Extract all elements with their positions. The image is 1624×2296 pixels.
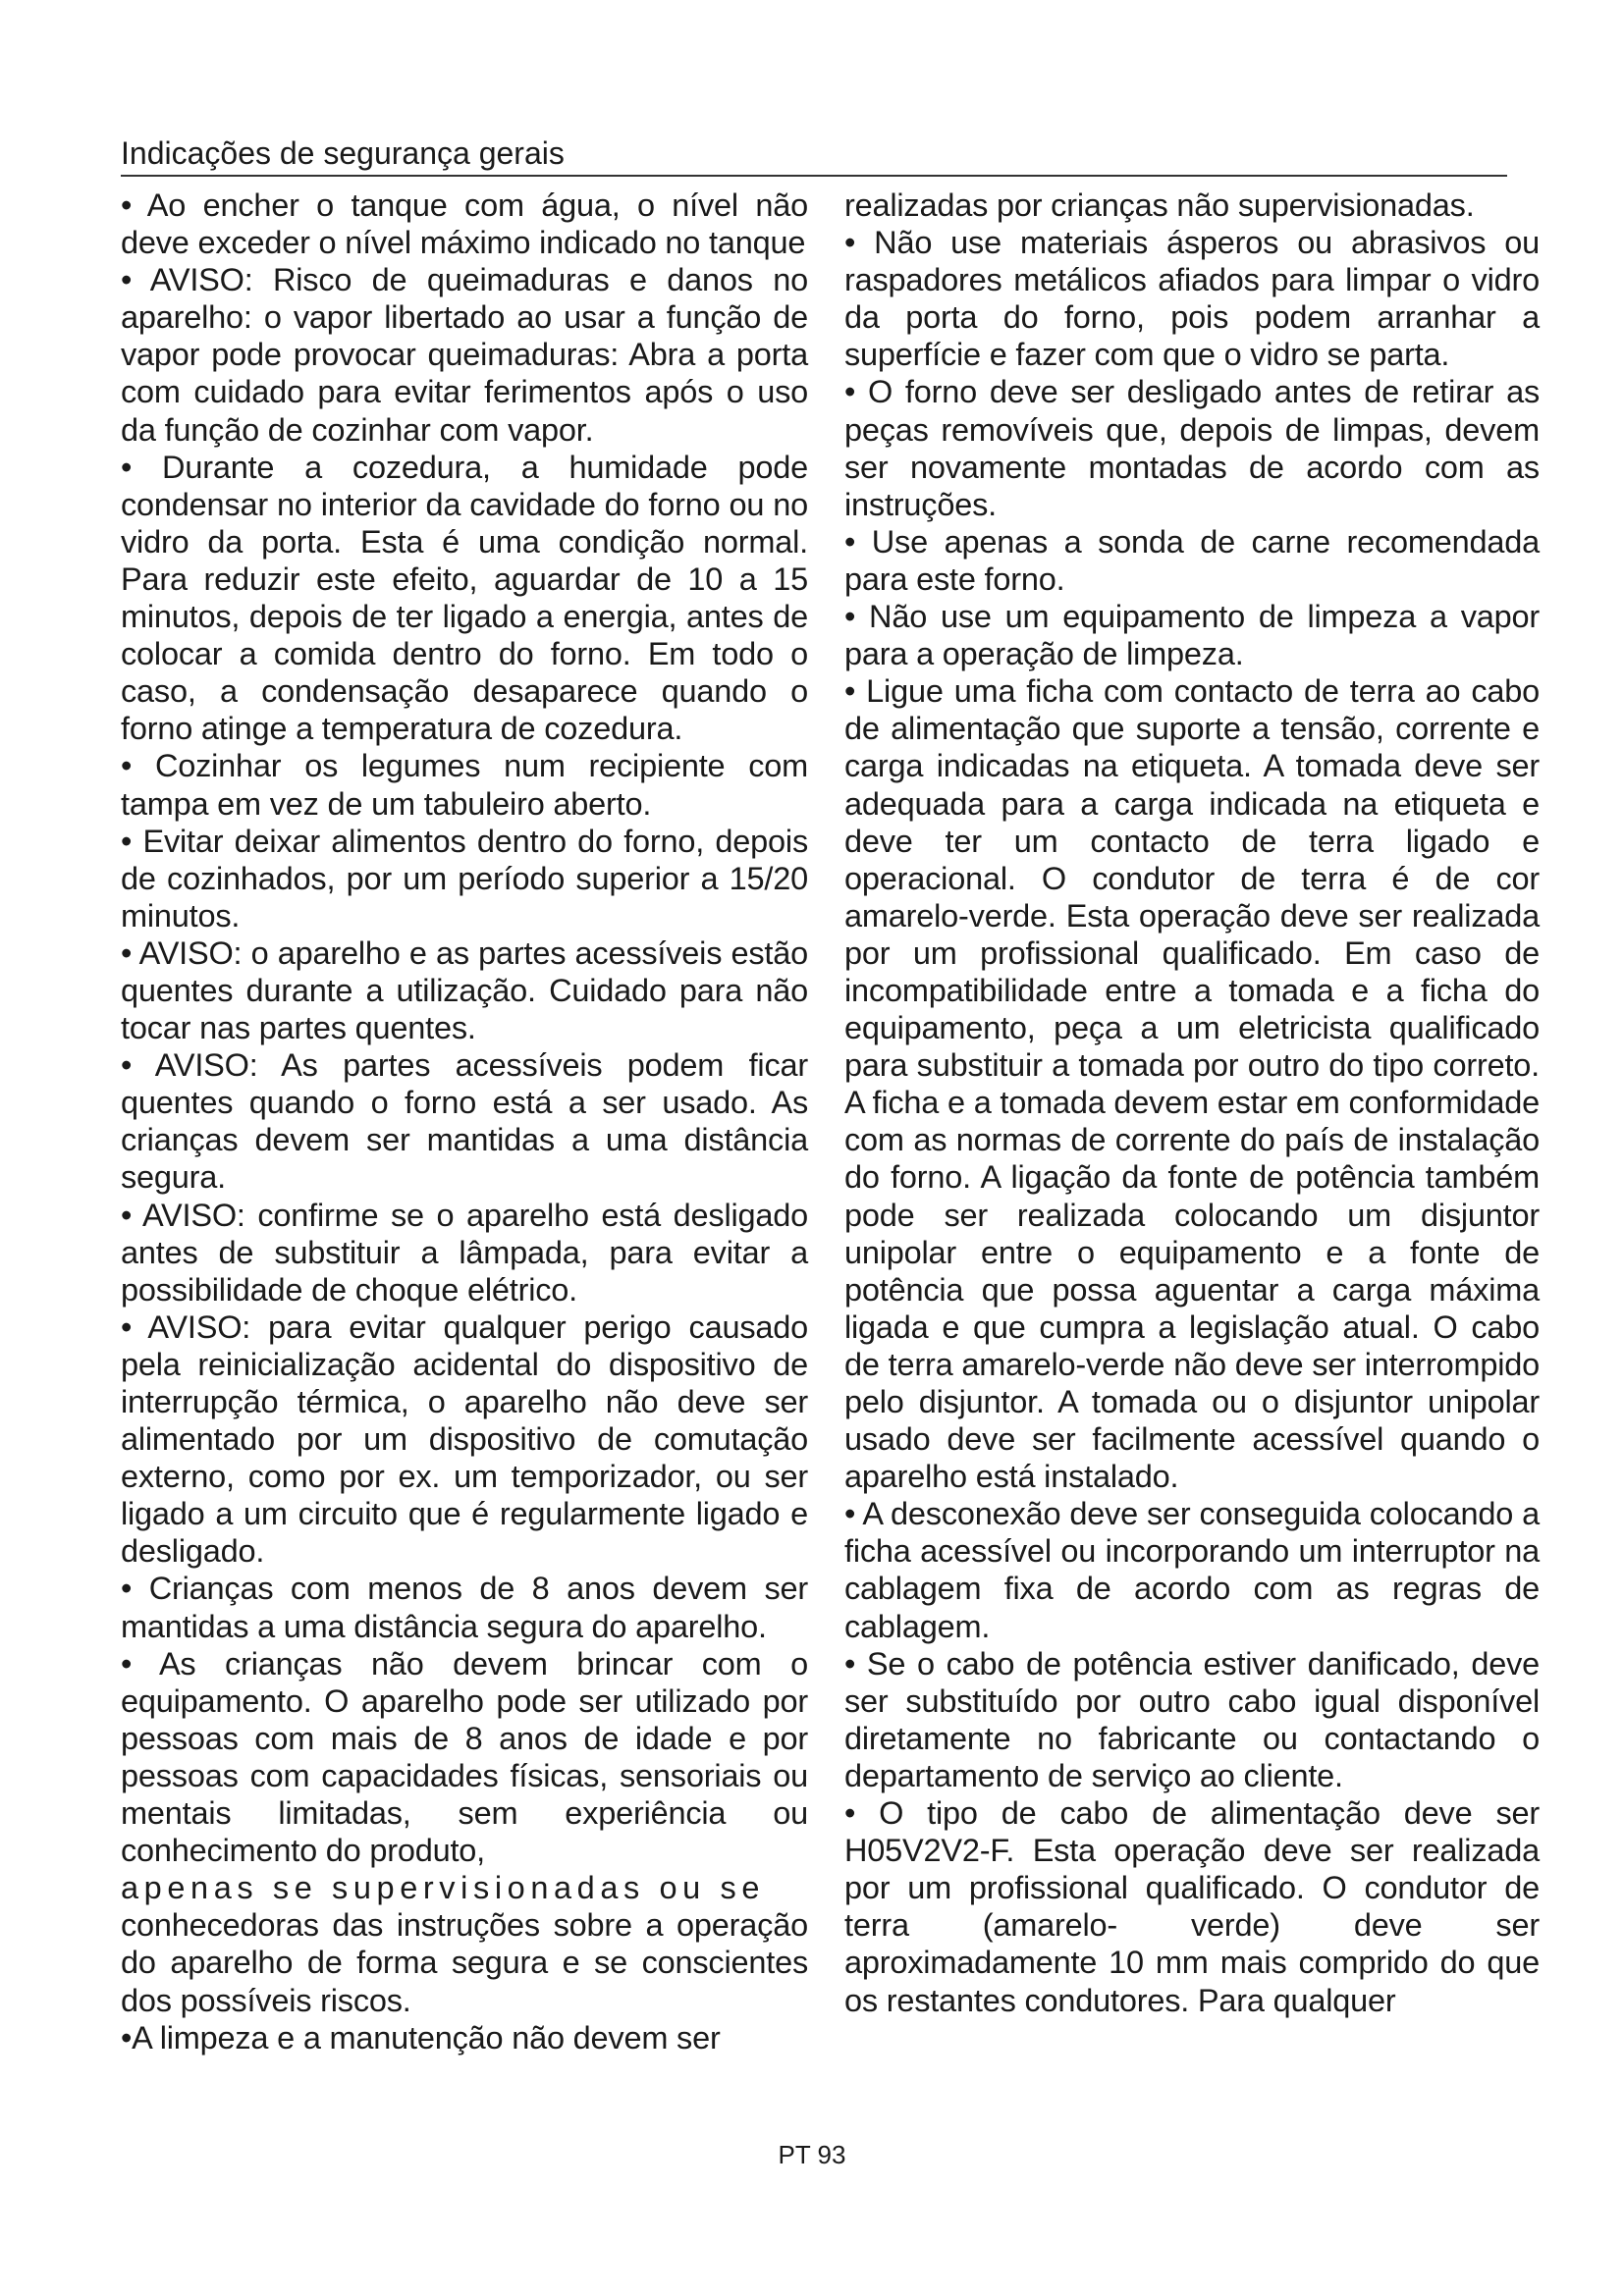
paragraph: • AVISO: Risco de queimaduras e danos no aparelho: o vapor libertado ao usar a função de vapor pode provocar queimaduras: Abra a porta com cuidado para evitar ferimentos após o uso da função de cozinhar com vapor.	[121, 262, 808, 448]
paragraph: • Use apenas a sonda de carne recomendada para este forno.	[844, 523, 1540, 597]
paragraph: • Evitar deixar alimentos dentro do forno, depois de cozinhados, por um período superior a 15/20 minutos.	[121, 823, 808, 934]
paragraph-line: apenas se supervisionadas ou se	[121, 1870, 766, 1906]
paragraph: • As crianças não devem brincar com o equipamento. O aparelho pode ser utilizado por pessoas com mais de 8 anos de idade e por pessoas com capacidades físicas, sensoriais ou mentais limitadas, sem experiência ou conhecimento do produto,	[121, 1645, 808, 1869]
paragraph: • Ao encher o tanque com água, o nível não deve exceder o nível máximo indicado no tanque	[121, 187, 808, 261]
paragraph: • Crianças com menos de 8 anos devem ser mantidas a uma distância segura do aparelho.	[121, 1571, 808, 1644]
paragraph: • O forno deve ser desligado antes de retirar as peças removíveis que, depois de limpas, devem ser novamente montadas de acordo com as instruções.	[844, 374, 1540, 522]
left-column	[121, 187, 808, 2056]
paragraph: • Cozinhar os legumes num recipiente com tampa em vez de um tabuleiro aberto.	[121, 748, 808, 822]
paragraph: • Não use materiais ásperos ou abrasivos ou raspadores metálicos afiados para limpar o vidro da porta do forno, pois podem arranhar a superfície e fazer com que o vidro se parta.	[844, 225, 1540, 373]
section-title: Indicações de segurança gerais	[121, 135, 1507, 177]
page-number: PT 93	[778, 2140, 846, 2169]
paragraph: conhecedoras das instruções sobre a operação do aparelho de forma segura e se conscientes dos possíveis riscos.	[121, 1907, 808, 2018]
paragraph: • AVISO: o aparelho e as partes acessíveis estão quentes durante a utilização. Cuidado para não tocar nas partes quentes.	[121, 934, 808, 1046]
paragraph: realizadas por crianças não supervisionadas.	[844, 187, 1475, 223]
paragraph: • Durante a cozedura, a humidade pode condensar no interior da cavidade do forno ou no vidro da porta. Esta é uma condição normal. Para reduzir este efeito, aguardar de 10 a 15 minutos, depois de ter ligado a energia, antes de colocar a comida dentro do forno. Em todo o caso, a condensação desaparece quando o forno atinge a temperatura de cozedura.	[121, 449, 808, 747]
paragraph: • AVISO: confirme se o aparelho está desligado antes de substituir a lâmpada, para evitar a possibilidade de choque elétrico.	[121, 1197, 808, 1308]
right-column	[844, 187, 1540, 2019]
paragraph: • Se o cabo de potência estiver danificado, deve ser substituído por outro cabo igual disponível diretamente no fabricante ou contactando o departamento de serviço ao cliente.	[844, 1645, 1540, 1793]
paragraph: • Ligue uma ficha com contacto de terra ao cabo de alimentação que suporte a tensão, corrente e carga indicadas na etiqueta. A tomada deve ser adequada para a carga indicada na etiqueta e deve ter um contacto de terra ligado e operacional. O condutor de terra é de cor amarelo-verde. Esta operação deve ser realizada por um profissional qualificado. Em caso de incompatibilidade entre a tomada e a ficha do equipamento, peça a um eletricista qualificado para substituir a tomada por outro do tipo correto. A ficha e a tomada devem estar em conformidade com as normas de corrente do país de instalação do forno. A ligação da fonte de potência também pode ser realizada colocando um disjuntor unipolar entre o equipamento e a fonte de potência que possa aguentar a carga máxima ligada e que cumpra a legislação atual. O cabo de terra amarelo-verde não deve ser interrompido pelo disjuntor. A tomada ou o disjuntor unipolar usado deve ser facilmente acessível quando o aparelho está instalado.	[844, 673, 1540, 1495]
paragraph: • O tipo de cabo de alimentação deve ser H05V2V2-F. Esta operação deve ser realizada por um profissional qualificado. O condutor de terra (amarelo- verde) deve ser aproximadamente 10 mm mais comprido do que os restantes condutores. Para qualquer	[844, 1795, 1540, 2018]
paragraph: • AVISO: As partes acessíveis podem ficar quentes quando o forno está a ser usado. As crianças devem ser mantidas a uma distância segura.	[121, 1047, 808, 1196]
paragraph: •A limpeza e a manutenção não devem ser	[121, 2019, 721, 2056]
paragraph: • AVISO: para evitar qualquer perigo causado pela reinicialização acidental do dispositivo de interrupção térmica, o aparelho não deve ser alimentado por um dispositivo de comutação externo, como por ex. um temporizador, ou ser ligado a um circuito que é regularmente ligado e desligado.	[121, 1308, 808, 1570]
paragraph: • Não use um equipamento de limpeza a vapor para a operação de limpeza.	[844, 599, 1540, 672]
paragraph: • A desconexão deve ser conseguida colocando a ficha acessível ou incorporando um interruptor na cablagem fixa de acordo com as regras de cablagem.	[844, 1496, 1540, 1644]
